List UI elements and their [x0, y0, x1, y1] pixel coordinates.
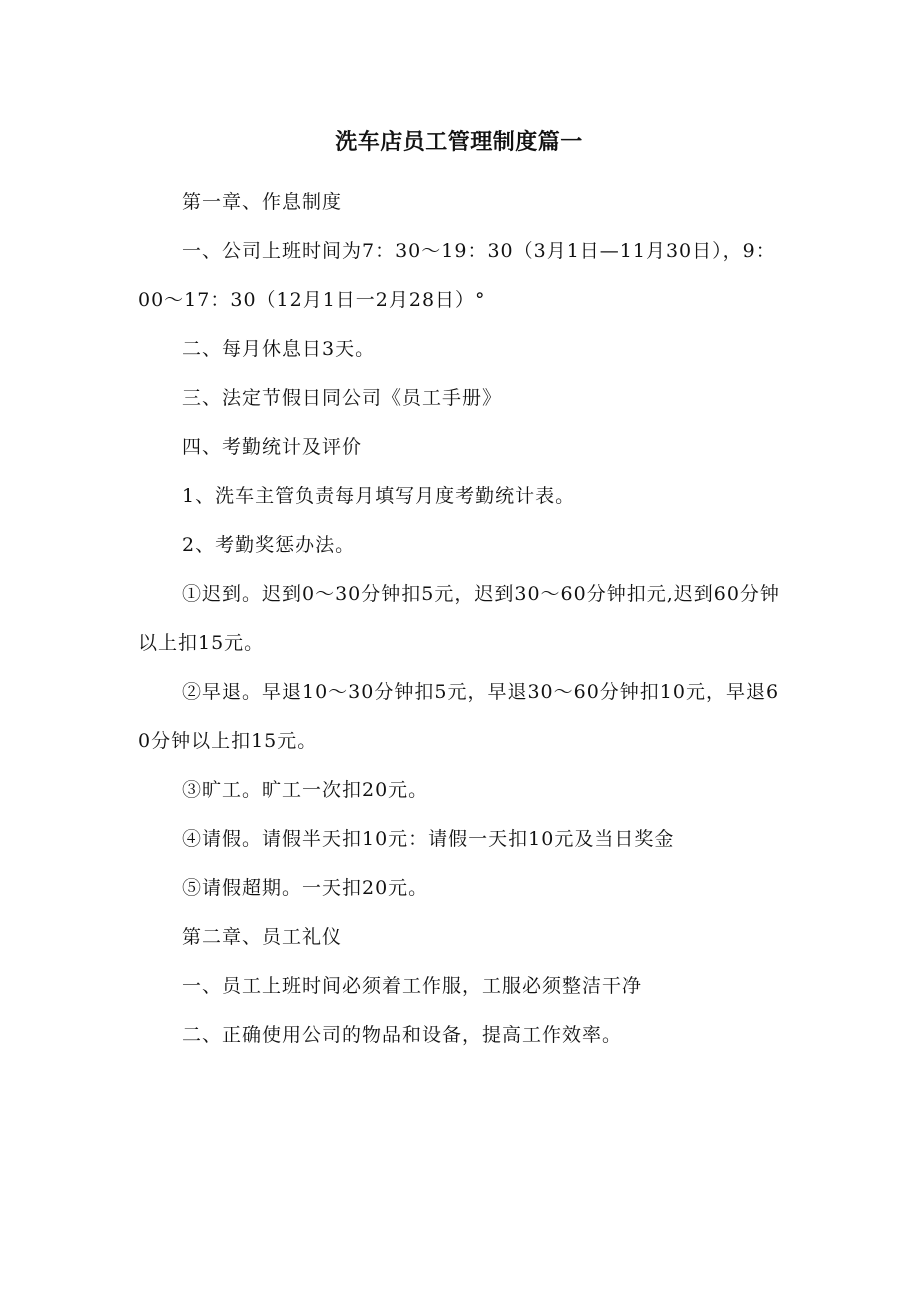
paragraph-uniform: 一、员工上班时间必须着工作服，工服必须整洁干净: [182, 975, 643, 997]
paragraph-leave-overdue: ⑤请假超期。一天扣20元。: [182, 877, 429, 899]
paragraph-early-leave: ②早退。早退10～30分钟扣5元，早退30～60分钟扣10元，早退60分钟以上扣15元。: [138, 681, 780, 752]
paragraph-rewards-penalties: 2、考勤奖惩办法。: [182, 534, 356, 556]
paragraph-leave: ④请假。请假半天扣10元：请假一天扣10元及当日奖金: [182, 828, 675, 850]
chapter-heading-2: 第二章、员工礼仪: [182, 926, 343, 948]
paragraph-attendance-heading: 四、考勤统计及评价: [182, 436, 363, 458]
paragraph-late: ①迟到。迟到0～30分钟扣5元，迟到30～60分钟扣元,迟到60分钟以上扣15元。: [138, 583, 780, 654]
paragraph-attendance-sheet: 1、洗车主管负责每月填写月度考勤统计表。: [182, 485, 576, 507]
document-title: 洗车店员工管理制度篇一: [335, 130, 583, 155]
paragraph-equipment: 二、正确使用公司的物品和设备，提高工作效率。: [182, 1024, 623, 1046]
paragraph-work-hours: 一、公司上班时间为7：30～19：30（3月1日—11月30日），9：00～17：30（12月1日一2月28日）°: [138, 240, 776, 311]
paragraph-absence: ③旷工。旷工一次扣20元。: [182, 779, 429, 801]
paragraph-holidays: 三、法定节假日同公司《员工手册》: [182, 387, 503, 409]
chapter-heading-1: 第一章、作息制度: [182, 191, 343, 213]
paragraph-rest-days: 二、每月休息日3天。: [182, 338, 376, 360]
